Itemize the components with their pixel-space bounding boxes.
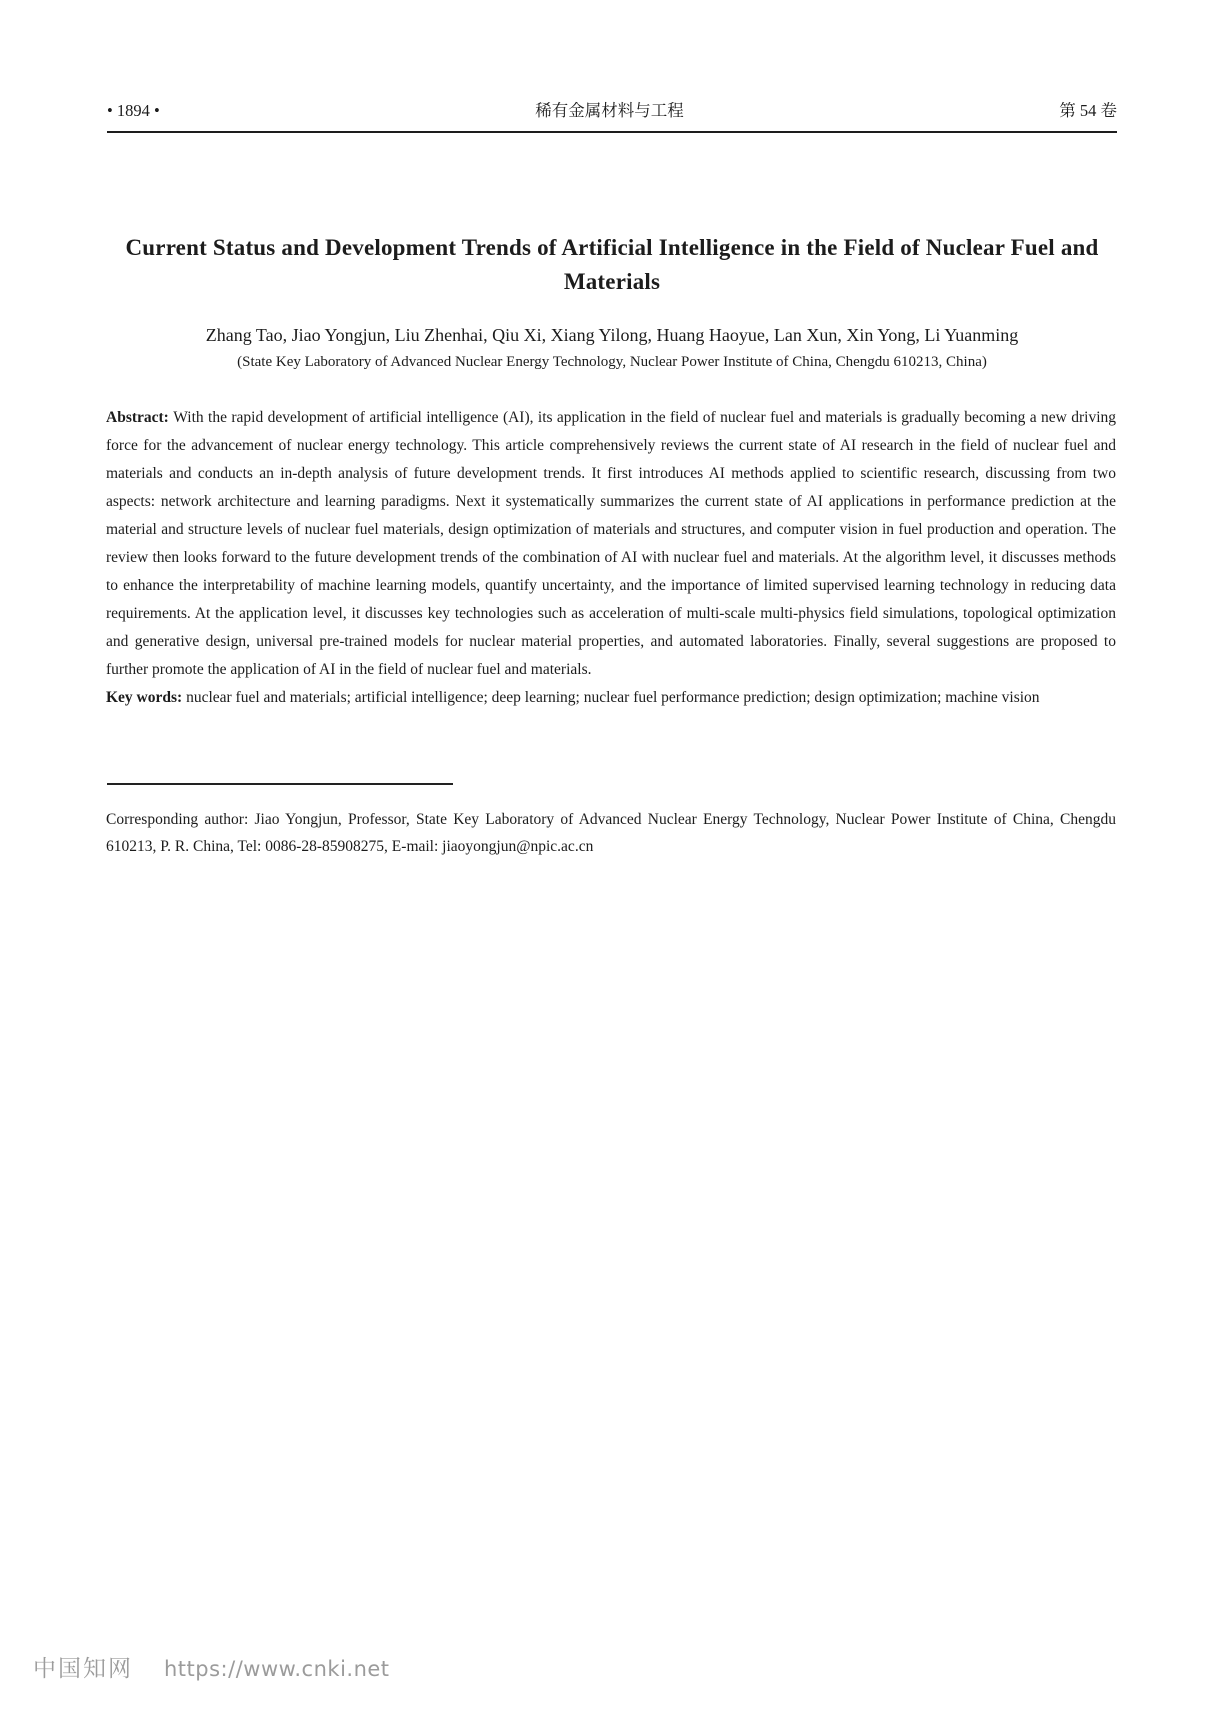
running-head xyxy=(107,100,1117,133)
article-title: Current Status and Development Trends of Artificial Intelligence in the Field of Nuclear Fuel and Materials xyxy=(125,235,1099,295)
authors-line: Zhang Tao, Jiao Yongjun, Liu Zhenhai, Qiu Xi, Xiang Yilong, Huang Haoyue, Lan Xun, Xin Yong, Li Yuanming xyxy=(205,325,1019,345)
abstract-paragraph xyxy=(106,404,1116,684)
volume-label: 第 54 卷 xyxy=(1059,101,1117,120)
abstract-block xyxy=(106,404,1116,712)
journal-title: 稀有金属材料与工程 xyxy=(535,101,684,120)
affiliation-line: (State Key Laboratory of Advanced Nuclear Energy Technology, Nuclear Power Institute of China, Chengdu 610213, China) xyxy=(237,354,987,370)
cnki-url: https://www.cnki.net xyxy=(164,1657,390,1681)
abstract-text: With the rapid development of artificial intelligence (AI), its application in the field of nuclear fuel and materials is gradually becoming a new driving force for the advancement of nuclear energy technology. This article comprehensively reviews the current state of AI research in the field of nuclear fuel and materials and conducts an in-depth analysis of future development trends. It first introduces AI methods applied to scientific research, discussing from two aspects: network architecture and learning paradigms. Next it systematically summarizes the current state of AI applications in performance prediction at the material and structure levels of nuclear fuel materials, design optimization of materials and structures, and computer vision in fuel production and operation. The review then looks forward to the future development trends of the combination of AI with nuclear fuel and materials. At the algorithm level, it discusses methods to enhance the interpretability of machine learning models, quantify uncertainty, and the importance of limited supervised learning technology in reducing data requirements. At the application level, it discusses key technologies such as acceleration of multi-scale multi-physics field simulations, topological optimization and generative design, universal pre-trained models for nuclear material properties, and automated laboratories. Finally, several suggestions are proposed to further promote the application of AI in the field of nuclear fuel and materials. xyxy=(106,409,1117,678)
keywords-text: nuclear fuel and materials; artificial intelligence; deep learning; nuclear fuel performance prediction; design optimization; machine vision xyxy=(186,689,1040,706)
keywords-paragraph xyxy=(106,684,1116,712)
page-number: • 1894 • xyxy=(107,101,160,120)
abstract-label: Abstract: xyxy=(106,409,174,426)
cnki-brand: 中国知网 xyxy=(33,1656,133,1682)
corresponding-author-note: Corresponding author: Jiao Yongjun, Professor, State Key Laboratory of Advanced Nuclear Energy Technology, Nuclear Power Institute of China, Chengdu 610213, P. R. China, Tel: 0086-28-85908275, E-mail: jiaoyongjun@npic.ac.cn xyxy=(106,811,1116,855)
cnki-watermark xyxy=(33,1650,390,1683)
keywords-label: Key words: xyxy=(106,689,187,706)
footnote-rule xyxy=(107,783,453,785)
